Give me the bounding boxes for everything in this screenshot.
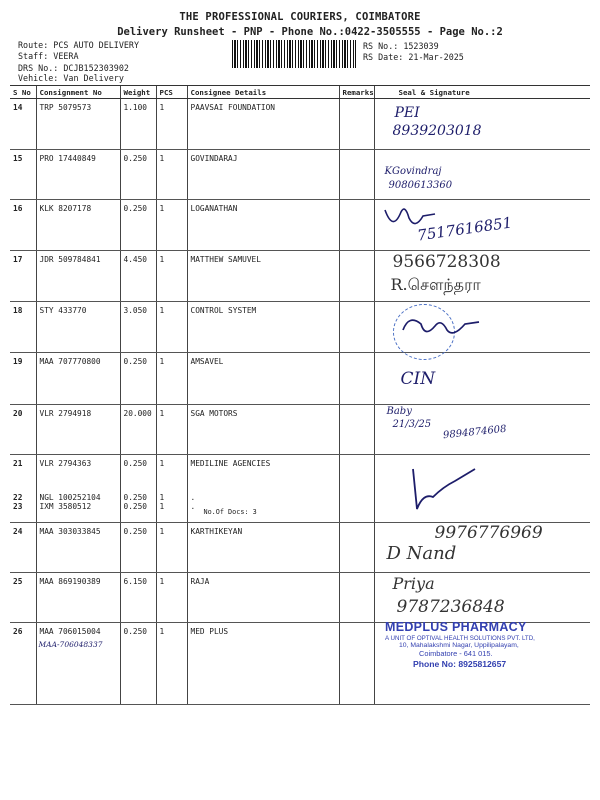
table-row: [10, 353, 590, 405]
staff-label: Staff: VEERA: [18, 51, 79, 61]
company-title: THE PROFESSIONAL COURIERS, COIMBATORE: [179, 11, 421, 23]
table-row: [10, 150, 590, 200]
rs-number: RS No.: 1523039: [363, 41, 439, 51]
remarks: [339, 623, 374, 705]
drs-label: DRS No.: DCJB152303902: [18, 63, 129, 73]
pcs: 1: [156, 523, 187, 573]
consignee: PAAVSAI FOUNDATION: [187, 99, 339, 150]
handwritten-phone: 9976776969: [434, 523, 543, 543]
weight: 20.000: [120, 405, 156, 455]
stamp-name: MEDPLUS PHARMACY: [385, 620, 527, 634]
remarks: [339, 99, 374, 150]
barcode: [232, 40, 356, 68]
sno: 21 22 23: [10, 455, 36, 523]
table-row: [10, 523, 590, 573]
signature-cell: [374, 302, 590, 353]
handwritten-name: Baby: [386, 406, 412, 417]
table-row: [10, 200, 590, 251]
consignee: LOGANATHAN: [187, 200, 339, 251]
consignee: MED PLUS: [187, 623, 339, 705]
sno: 25: [10, 573, 36, 623]
column-header: PCS: [156, 86, 187, 99]
signature-cell: [374, 200, 590, 251]
handwritten-phone: 8939203018: [392, 123, 482, 139]
stamp-line: Coimbatore - 641 015.: [419, 649, 493, 658]
handwritten-name: Priya: [392, 574, 435, 593]
sno: 24: [10, 523, 36, 573]
signature-scribble: [395, 308, 485, 348]
stamp-line: 10, Mahalakshmi Nagar, Uppilipalayam,: [399, 642, 519, 649]
remarks: [339, 353, 374, 405]
remarks: [339, 150, 374, 200]
table-header-row: [10, 86, 590, 99]
weight: 4.450: [120, 251, 156, 302]
remarks: [339, 455, 374, 523]
consignee: MATTHEW SAMUVEL: [187, 251, 339, 302]
consignment-no: MAA 303033845: [36, 523, 120, 573]
table-row: [10, 455, 590, 523]
table-row: [10, 573, 590, 623]
consignment-no: MAA 707770800: [36, 353, 120, 405]
weight: 6.150: [120, 573, 156, 623]
handwritten-phone: 7517616851: [415, 213, 513, 245]
pcs: 1 1 1: [156, 455, 187, 523]
table-row: [10, 302, 590, 353]
remarks: [339, 302, 374, 353]
handwritten-name: R.சௌந்தரா: [390, 275, 481, 294]
handwritten-consignment: MAA-706048337: [38, 640, 103, 649]
consignee: SGA MOTORS: [187, 405, 339, 455]
handwritten-phone: 9787236848: [396, 597, 505, 617]
pcs: 1: [156, 302, 187, 353]
consignee: CONTROL SYSTEM: [187, 302, 339, 353]
handwritten-name: PEI: [394, 105, 420, 121]
remarks: [339, 200, 374, 251]
consignment-no: KLK 8207178: [36, 200, 120, 251]
weight: 0.250: [120, 150, 156, 200]
runsheet-subtitle: Delivery Runsheet - PNP - Phone No.:0422-3505555 - Page No.:2: [117, 26, 503, 38]
pcs: 1: [156, 405, 187, 455]
signature-cell: [374, 405, 590, 455]
consignee: AMSAVEL: [187, 353, 339, 405]
column-header: S No: [10, 86, 36, 99]
vehicle-label: Vehicle: Van Delivery: [18, 73, 124, 83]
consignment-no: MAA 706015004 MAA-706048337: [36, 623, 120, 705]
consignment-no: JDR 509784841: [36, 251, 120, 302]
sno: 14: [10, 99, 36, 150]
consignment-no: VLR 2794918: [36, 405, 120, 455]
handwritten-phone: 9566728308: [392, 252, 501, 272]
remarks: [339, 405, 374, 455]
handwritten-phone: 9080613360: [388, 180, 453, 191]
consignee: GOVINDARAJ: [187, 150, 339, 200]
column-header: Remarks: [339, 86, 374, 99]
consignee: RAJA: [187, 573, 339, 623]
sno: 19: [10, 353, 36, 405]
signature-cell: [374, 150, 590, 200]
pharmacy-stamp: [385, 620, 590, 669]
rs-date: RS Date: 21-Mar-2025: [363, 52, 464, 62]
weight: 0.250: [120, 200, 156, 251]
consignment-no: TRP 5079573: [36, 99, 120, 150]
stamp-phone: Phone No: 8925812657: [413, 659, 507, 669]
stamp-line: A UNIT OF OPTIVAL HEALTH SOLUTIONS PVT. LTD,: [385, 635, 535, 642]
weight: 0.250: [120, 353, 156, 405]
weight: 3.050: [120, 302, 156, 353]
pcs: 1: [156, 251, 187, 302]
handwritten-name: D Nand: [386, 543, 457, 564]
handwritten-name: KGovindraj: [384, 166, 442, 177]
consignee: MEDILINE AGENCIES . . No.Of Docs: 3: [187, 455, 339, 523]
pcs: 1: [156, 200, 187, 251]
consignment-no: VLR 2794363 NGL 100252104 IXM 3580512: [36, 455, 120, 523]
signature-scribble: [403, 463, 483, 515]
sno: 16: [10, 200, 36, 251]
handwritten-date: 21/3/25: [392, 419, 432, 430]
pcs: 1: [156, 623, 187, 705]
pcs: 1: [156, 150, 187, 200]
route-label: Route: PCS AUTO DELIVERY: [18, 40, 140, 50]
weight: 1.100: [120, 99, 156, 150]
column-header: Seal & Signature: [374, 86, 590, 99]
signature-cell: [374, 353, 590, 405]
pcs: 1: [156, 353, 187, 405]
table-row: [10, 99, 590, 150]
sno: 26: [10, 623, 36, 705]
signature-cell: [374, 455, 590, 523]
sno: 18: [10, 302, 36, 353]
handwritten-initials: CIN: [400, 369, 436, 389]
consignee: KARTHIKEYAN: [187, 523, 339, 573]
signature-cell: [374, 573, 590, 623]
consignment-no: PRO 17440849: [36, 150, 120, 200]
weight: 0.250: [120, 523, 156, 573]
column-header: Consignee Details: [187, 86, 339, 99]
pcs: 1: [156, 573, 187, 623]
column-header: Consignment No: [36, 86, 120, 99]
table-row: [10, 251, 590, 302]
column-header: Weight: [120, 86, 156, 99]
consignment-no: STY 433770: [36, 302, 120, 353]
consignment-no: MAA 869190389: [36, 573, 120, 623]
signature-cell: [374, 523, 590, 573]
remarks: [339, 523, 374, 573]
weight: 0.250 0.250 0.250: [120, 455, 156, 523]
sno: 17: [10, 251, 36, 302]
handwritten-phone: 9894874608: [442, 423, 507, 442]
remarks: [339, 251, 374, 302]
signature-cell: [374, 251, 590, 302]
docs-count: No.Of Docs: 3: [203, 508, 257, 516]
signature-cell: [374, 99, 590, 150]
table-row: [10, 405, 590, 455]
runsheet-table: [10, 85, 590, 705]
pcs: 1: [156, 99, 187, 150]
sno: 20: [10, 405, 36, 455]
weight: 0.250: [120, 623, 156, 705]
remarks: [339, 573, 374, 623]
sno: 15: [10, 150, 36, 200]
